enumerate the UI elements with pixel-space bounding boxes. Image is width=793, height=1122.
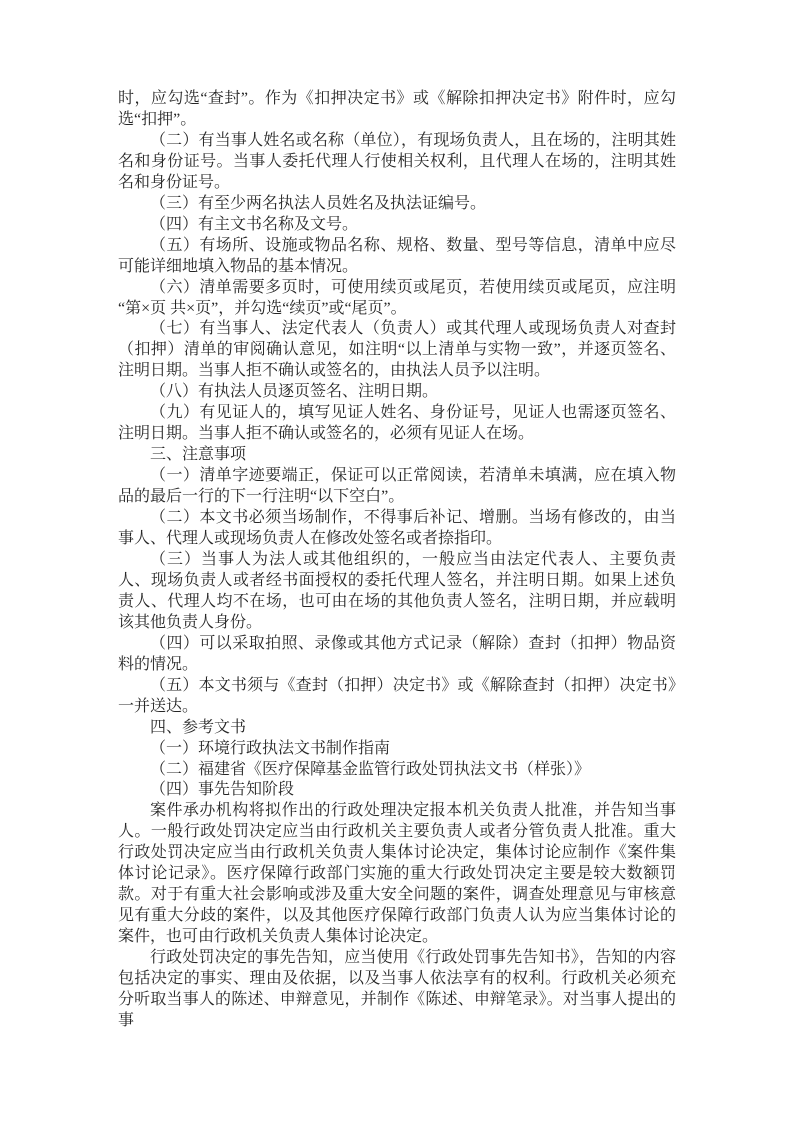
list-item-paragraph: （三）当事人为法人或其他组织的，一般应当由法定代表人、主要负责人、现场负责人或者经书面授权的委托代理人签名，并注明日期。如果上述负责人、代理人均不在场，也可由在场的其他负责人签名，注明日期，并应载明该其他负责人身份。 [118,550,676,631]
section-heading-notes: 三、注意事项 [150,446,247,464]
body-paragraph: 案件承办机构将拟作出的行政处理决定报本机关负责人批准，并告知当事人。一般行政处罚决定应当由行政机关主要负责人或者分管负责人批准。重大行政处罚决定应当由行政机关负责人集体讨论决定，集体讨论应制作《案件集体讨论记录》。医疗保障行政部门实施的重大行政处罚决定主要是较大数额罚款。对于有重大社会影响或涉及重大安全问题的案件，调查处理意见与审核意见有重大分歧的案件，以及其他医疗保障行政部门负责人认为应当集体讨论的案件，也可由行政机关负责人集体讨论决定。 [118,802,676,946]
list-item-paragraph: （四）事先告知阶段 [150,781,295,799]
body-paragraph: 行政处罚决定的事先告知，应当使用《行政处罚事先告知书》，告知的内容包括决定的事实、理由及依据，以及当事人依法享有的权利。行政机关必须充分听取当事人的陈述、申辩意见，并制作《陈述、申辩笔录》。对当事人提出的事 [118,949,676,1029]
list-item-paragraph: （七）有当事人、法定代表人（负责人）或其代理人或现场负责人对查封（扣押）清单的审阅确认意见，如注明“以上清单与实物一致”，并逐页签名、注明日期。当事人拒不确认或签名的，由执法人员予以注明。 [118,320,676,380]
list-item-paragraph: （二）本文书必须当场制作，不得事后补记、增删。当场有修改的，由当事人、代理人或现场负责人在修改处签名或者捺指印。 [118,509,676,548]
list-item-paragraph: （六）清单需要多页时，可使用续页或尾页，若使用续页或尾页，应注明“第×页 共×页”，并勾选“续页”或“尾页”。 [118,278,676,317]
list-item-paragraph: （四）可以采取拍照、录像或其他方式记录（解除）查封（扣押）物品资料的情况。 [118,634,676,673]
list-item-paragraph: （二）福建省《医疗保障基金监管行政处罚执法文书（样张）》 [150,760,591,778]
document-text-block [118,89,676,1032]
continuation-paragraph: 时，应勾选“查封”。作为《扣押决定书》或《解除扣押决定书》附件时，应勾选“扣押”。 [118,90,676,128]
list-item-paragraph: （四）有主文书名称及文号。 [150,215,359,233]
list-item-paragraph: （一）清单字迹要端正，保证可以正常阅读，若清单未填满，应在填入物品的最后一行的下一行注明“以下空白”。 [118,467,676,506]
list-item-paragraph: （三）有至少两名执法人员姓名及执法证编号。 [150,194,487,212]
list-item-paragraph: （五）本文书须与《查封（扣押）决定书》或《解除查封（扣押）决定书》一并送达。 [118,676,676,715]
list-item-paragraph: （五）有场所、设施或物品名称、规格、数量、型号等信息，清单中应尽可能详细地填入物品的基本情况。 [118,236,676,275]
list-item-paragraph: （一）环境行政执法文书制作指南 [150,739,391,757]
section-heading-reference-documents: 四、参考文书 [150,718,247,736]
list-item-paragraph: （二）有当事人姓名或名称（单位），有现场负责人，且在场的，注明其姓名和身份证号。当事人委托代理人行使相关权利，且代理人在场的，注明其姓名和身份证号。 [118,131,676,191]
list-item-paragraph: （八）有执法人员逐页签名、注明日期。 [150,383,439,401]
list-item-paragraph: （九）有见证人的，填写见证人姓名、身份证号，见证人也需逐页签名、注明日期。当事人拒不确认或签名的，必须有见证人在场。 [118,404,676,443]
